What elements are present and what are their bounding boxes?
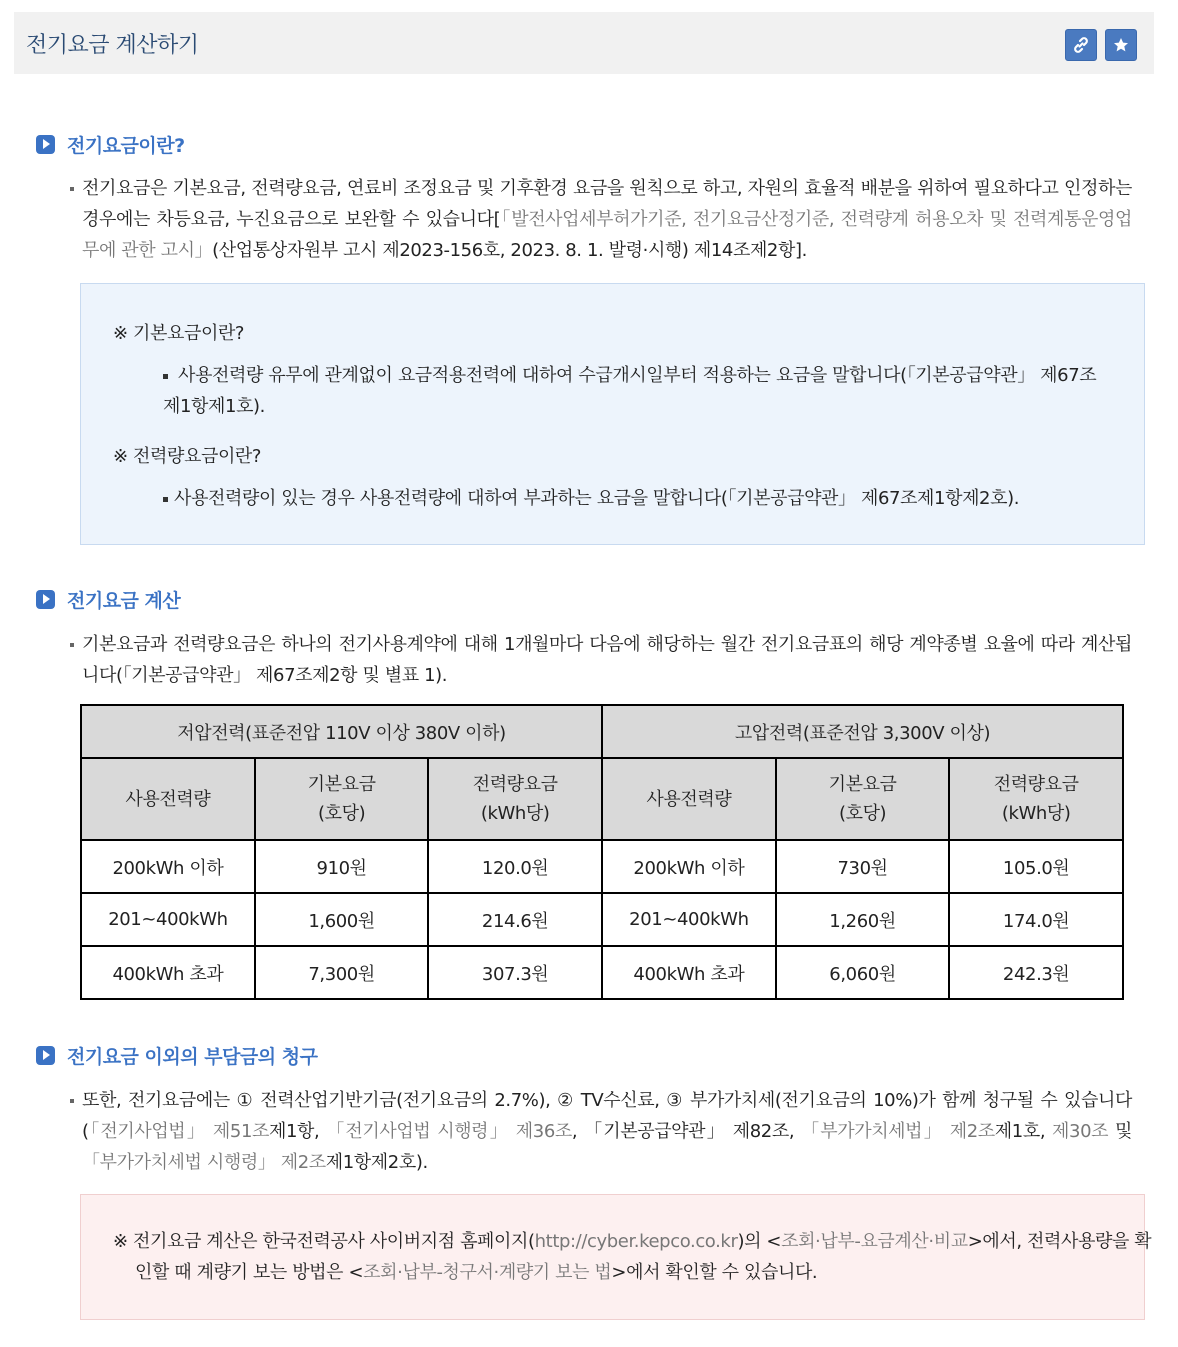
col-header-energy-fee: 전력량요금 (kWh당) <box>949 758 1123 840</box>
favorite-button[interactable] <box>1105 29 1137 61</box>
cell-high-base: 1,260원 <box>776 893 950 946</box>
list-bullet <box>70 643 74 647</box>
cell-high-energy: 105.0원 <box>949 840 1123 893</box>
square-bullet <box>163 374 168 379</box>
calculation-paragraph: 기본요금과 전력량요금은 하나의 전기사용계약에 대해 1개월마다 다음에 해당하는 월간 전기요금표의 해당 계약종별 요율에 따라 계산됩니다(「기본공급약관」 제67조제2항 및 별표 1). <box>82 629 1132 691</box>
definition-paragraph: 전기요금은 기본요금, 전력량요금, 연료비 조정요금 및 기후환경 요금을 원칙으로 하고, 자원의 효율적 배분을 위하여 필요하다고 인정하는 경우에는 차등요금, 누진요금으로 보완할 수 있습니다[「발전사업세부허가기준, 전기요금산정기준, 전력량계 허용오차 및 전력계통운영업무에 관한 고시」(산업통상자원부 고시 제2023-156호, 2023. 8. 1. 발령·시행) 제14조제2항]. <box>82 173 1132 266</box>
cell-low-usage: 201~400kWh <box>81 893 255 946</box>
kepco-menu-link-fee-calc[interactable]: 조회·납부-요금계산·비교 <box>781 1231 968 1252</box>
kepco-menu-link-meter[interactable]: 조회·납부-청구서·계량기 보는 법 <box>363 1262 612 1283</box>
cell-low-base: 910원 <box>255 840 429 893</box>
law-link-vat-act[interactable]: 「부가가치세법」 제2조 <box>801 1121 995 1142</box>
table-row <box>81 893 1123 946</box>
kepco-url-link[interactable]: http://cyber.kepco.co.kr <box>534 1231 738 1252</box>
law-link-electricity-decree[interactable]: 「전기사업법 시행령」 제36조 <box>326 1121 572 1142</box>
note-title-base-fee: ※ 기본요금이란? <box>113 323 245 344</box>
cell-high-base: 730원 <box>776 840 950 893</box>
other-charges-paragraph: 또한, 전기요금에는 ① 전력산업기반기금(전기요금의 2.7%), ② TV수신료, ③ 부가가치세(전기요금의 10%)가 함께 청구될 수 있습니다(「전기사업법」 제51조제1항, 「전기사업법 시행령」 제36조, 「기본공급약관」 제82조, 「부가가치세법」 제2조제1호, 제30조 및 「부가가치세법 시행령」 제2조제1항제2호). <box>82 1085 1132 1178</box>
star-icon <box>1113 37 1129 53</box>
cell-high-usage: 200kWh 이하 <box>602 840 776 893</box>
cell-high-base: 6,060원 <box>776 946 950 999</box>
arrow-bullet-icon <box>36 135 55 154</box>
section-heading-calculation: 전기요금 계산 <box>36 585 180 613</box>
cell-low-usage: 200kWh 이하 <box>81 840 255 893</box>
list-bullet <box>70 1099 74 1103</box>
cell-low-energy: 307.3원 <box>428 946 602 999</box>
table-group-low-voltage: 저압전력(표준전압 110V 이상 380V 이하) <box>81 705 602 758</box>
cell-low-energy: 120.0원 <box>428 840 602 893</box>
section-heading-definition: 전기요금이란? <box>36 130 185 158</box>
kepco-note-text: ※ 전기요금 계산은 한국전력공사 사이버지점 홈페이지(http://cyber.kepco.co.kr)의 <조회·납부-요금계산·비교>에서, 전력사용량을 확인할 때 계량기 보는 방법은 <조회·납부-청구서·계량기 보는 법>에서 확인할 수 있습니다. <box>113 1231 1152 1283</box>
cell-low-usage: 400kWh 초과 <box>81 946 255 999</box>
square-bullet <box>163 497 168 502</box>
law-link[interactable]: 「발전사업세부허가기준, 전기요금산정기준, 전력량계 허용오차 및 전력계통운영업무에 관한 고시」 <box>82 209 1132 261</box>
col-header-base-fee: 기본요금 (호당) <box>776 758 950 840</box>
list-bullet <box>70 187 74 191</box>
law-link-vat-decree[interactable]: 「부가가치세법 시행령」 제2조 <box>82 1152 326 1173</box>
section-heading-other-charges: 전기요금 이외의 부담금의 청구 <box>36 1041 317 1069</box>
link-icon <box>1072 36 1090 54</box>
arrow-bullet-icon <box>36 590 55 609</box>
cell-low-energy: 214.6원 <box>428 893 602 946</box>
fee-table <box>80 704 1124 1000</box>
cell-high-energy: 174.0원 <box>949 893 1123 946</box>
table-row <box>81 840 1123 893</box>
note-title-energy-fee: ※ 전력량요금이란? <box>113 446 262 467</box>
cell-low-base: 7,300원 <box>255 946 429 999</box>
col-header-usage: 사용전력량 <box>602 758 776 840</box>
law-link-vat-act-30[interactable]: 제30조 <box>1052 1121 1109 1142</box>
cell-high-usage: 400kWh 초과 <box>602 946 776 999</box>
definition-note-box <box>80 283 1145 545</box>
col-header-base-fee: 기본요금 (호당) <box>255 758 429 840</box>
kepco-note-box <box>80 1194 1152 1320</box>
table-group-high-voltage: 고압전력(표준전압 3,300V 이상) <box>602 705 1123 758</box>
col-header-energy-fee: 전력량요금 (kWh당) <box>428 758 602 840</box>
note-text-energy-fee: 사용전력량이 있는 경우 사용전력량에 대하여 부과하는 요금을 말합니다(「기본공급약관」 제67조제1항제2호). <box>163 483 1133 514</box>
law-link-electricity-act[interactable]: 「전기사업법」 제51조 <box>88 1121 269 1142</box>
cell-low-base: 1,600원 <box>255 893 429 946</box>
page-title: 전기요금 계산하기 <box>26 33 199 58</box>
arrow-bullet-icon <box>36 1046 55 1065</box>
title-bar <box>14 12 1154 74</box>
link-button[interactable] <box>1065 29 1097 61</box>
table-row <box>81 946 1123 999</box>
note-text-base-fee: 사용전력량 유무에 관계없이 요금적용전력에 대하여 수급개시일부터 적용하는 요금을 말합니다(「기본공급약관」 제67조제1항제1호). <box>163 365 1097 417</box>
cell-high-energy: 242.3원 <box>949 946 1123 999</box>
col-header-usage: 사용전력량 <box>81 758 255 840</box>
cell-high-usage: 201~400kWh <box>602 893 776 946</box>
